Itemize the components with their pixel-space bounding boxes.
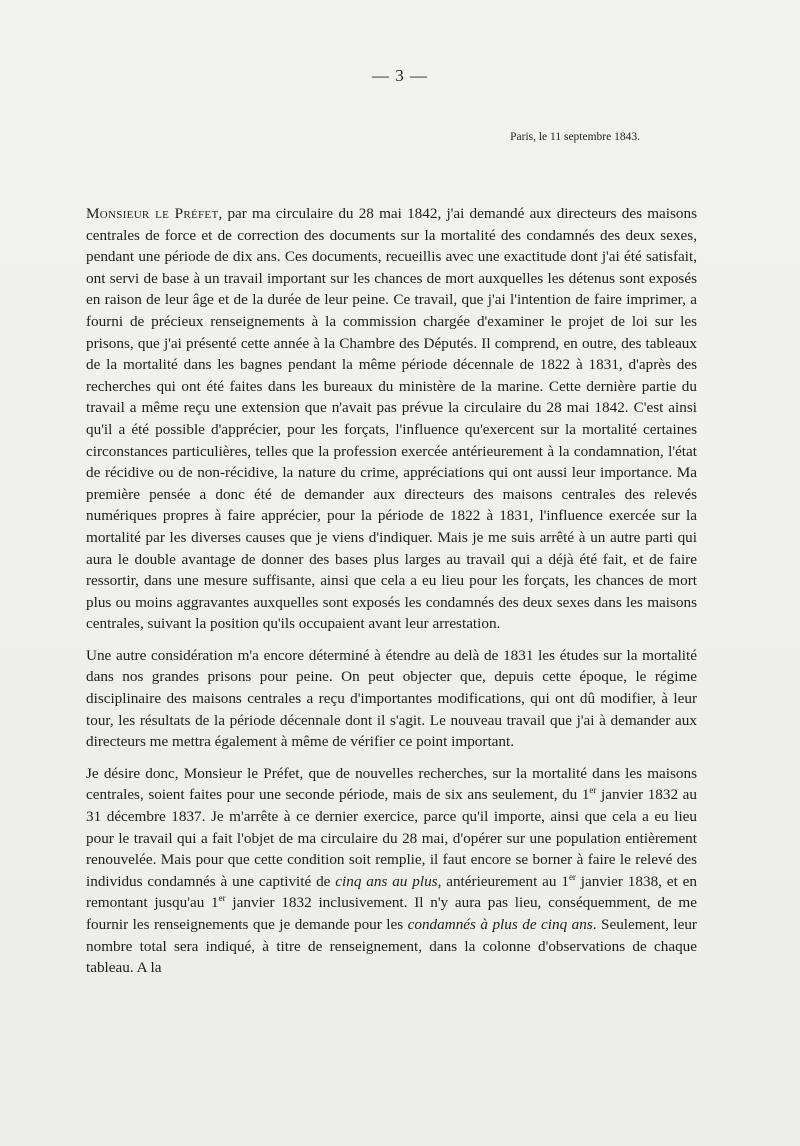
paragraph-3-text-part-2: janvier 1832 au 31 décembre 1837. Je m'arrête à ce dernier exercice, parce qu'il importe, ainsi que cela a eu lieu pour le travail qui a fait l'objet de ma circulaire du 28 mai, d'opérer sur une population entièrement renouvelée. Mais pour que cette condition soit remplie, il faut encore se borner à faire le relevé des individus condamnés à une captivité de [86,786,697,890]
letter-body [86,203,697,989]
paragraph-3-text-part-3: , antérieurement au 1 [437,872,569,890]
dateline: Paris, le 11 septembre 1843. [510,131,640,143]
salutation: Monsieur le Préfet [86,205,219,222]
emphasis-text: condamnés à plus de cinq ans [407,916,593,933]
page-number: — 3 — [372,66,428,85]
paragraph-2 [86,645,697,753]
emphasis-text: cinq ans au plus [335,872,438,890]
ordinal-superscript: er [218,893,226,904]
paragraph-2-text: Une autre considération m'a encore déterminé à étendre au delà de 1831 les études sur la mortalité dans nos grandes prisons pour peine. On peut objecter que, depuis cette époque, le régime disciplinaire des maisons centrales a reçu d'importantes modifications, qui ont dû modifier, à leur tour, les résultats de la période décennale dont il s'agit. Le nouveau travail que j'ai à demander aux directeurs me mettra également à même de vérifier ce point important. [86,646,697,751]
paragraph-1-text: , par ma circulaire du 28 mai 1842, j'ai demandé aux directeurs des maisons centrales de force et de correction des documents sur la mortalité des condamnés des deux sexes, pendant une période de dix ans. Ces documents, recueillis avec une exactitude dont j'ai été satisfait, ont servi de base à un travail important sur les chances de mort auxquelles les détenus sont exposés en raison de leur âge et de la durée de leur peine. Ce travail, que j'ai l'intention de faire imprimer, a fourni de précieux renseignements à la commission chargée d'examiner le projet de loi sur les prisons, que j'ai présenté cette année à la Chambre des Députés. Il comprend, en outre, des tableaux de la mortalité dans les bagnes pendant la même période décennale de 1822 à 1831, d'après des recherches qui ont été faites dans les bureaux du ministère de la marine. Cette dernière partie du travail a même reçu une extension que n'avait pas prévue la circulaire du 28 mai 1842. C'est ainsi qu'il a été possible d'apprécier, pour les forçats, l'influence qu'exercent sur la mortalité certaines circonstances particulières, telles que la profession exercée antérieurement à la condamnation, l'état de récidive ou de non-récidive, la nature du crime, appréciations qui ont aussi leur importance. Ma première pensée a donc été de demander aux directeurs des maisons centrales des relevés numériques propres à faire apprécier, pour la période de 1822 à 1831, l'influence exercée sur la mortalité par les diverses causes que je viens d'indiquer. Mais je me suis arrêté à un autre parti qui aura le double avantage de donner des bases plus larges au travail qui a déjà été fait, et de faire ressortir, dans une mesure suffisante, ainsi que cela a eu lieu pour les forçats, les chances de mort plus ou moins aggravantes auxquelles sont exposés les condamnés des deux sexes dans les maisons centrales, suivant la position qu'ils occupaient avant leur arrestation. [86,205,697,633]
paragraph-3-text-part-5: janvier 1832 inclusivement. Il n'y aura pas lieu, conséquemment, de me fournir les renseignements que je demande pour les [86,894,697,933]
paragraph-3-text-part-4: janvier 1838, et en remontant jusqu'au 1 [86,872,697,912]
paragraph-3-text-part-6: . Seulement, leur nombre total sera indiqué, à titre de renseignement, dans la colonne d'observations de chaque tableau. A la [86,916,697,977]
paragraph-3 [86,763,697,979]
ordinal-superscript: er [568,871,576,882]
paragraph-1 [86,203,697,635]
paragraph-3-text-part-1: Je désire donc, Monsieur le Préfet, que de nouvelles recherches, sur la mortalité dans les maisons centrales, soient faites pour une seconde période, mais de six ans seulement, du 1 [86,764,697,804]
ordinal-superscript: er [589,785,597,796]
